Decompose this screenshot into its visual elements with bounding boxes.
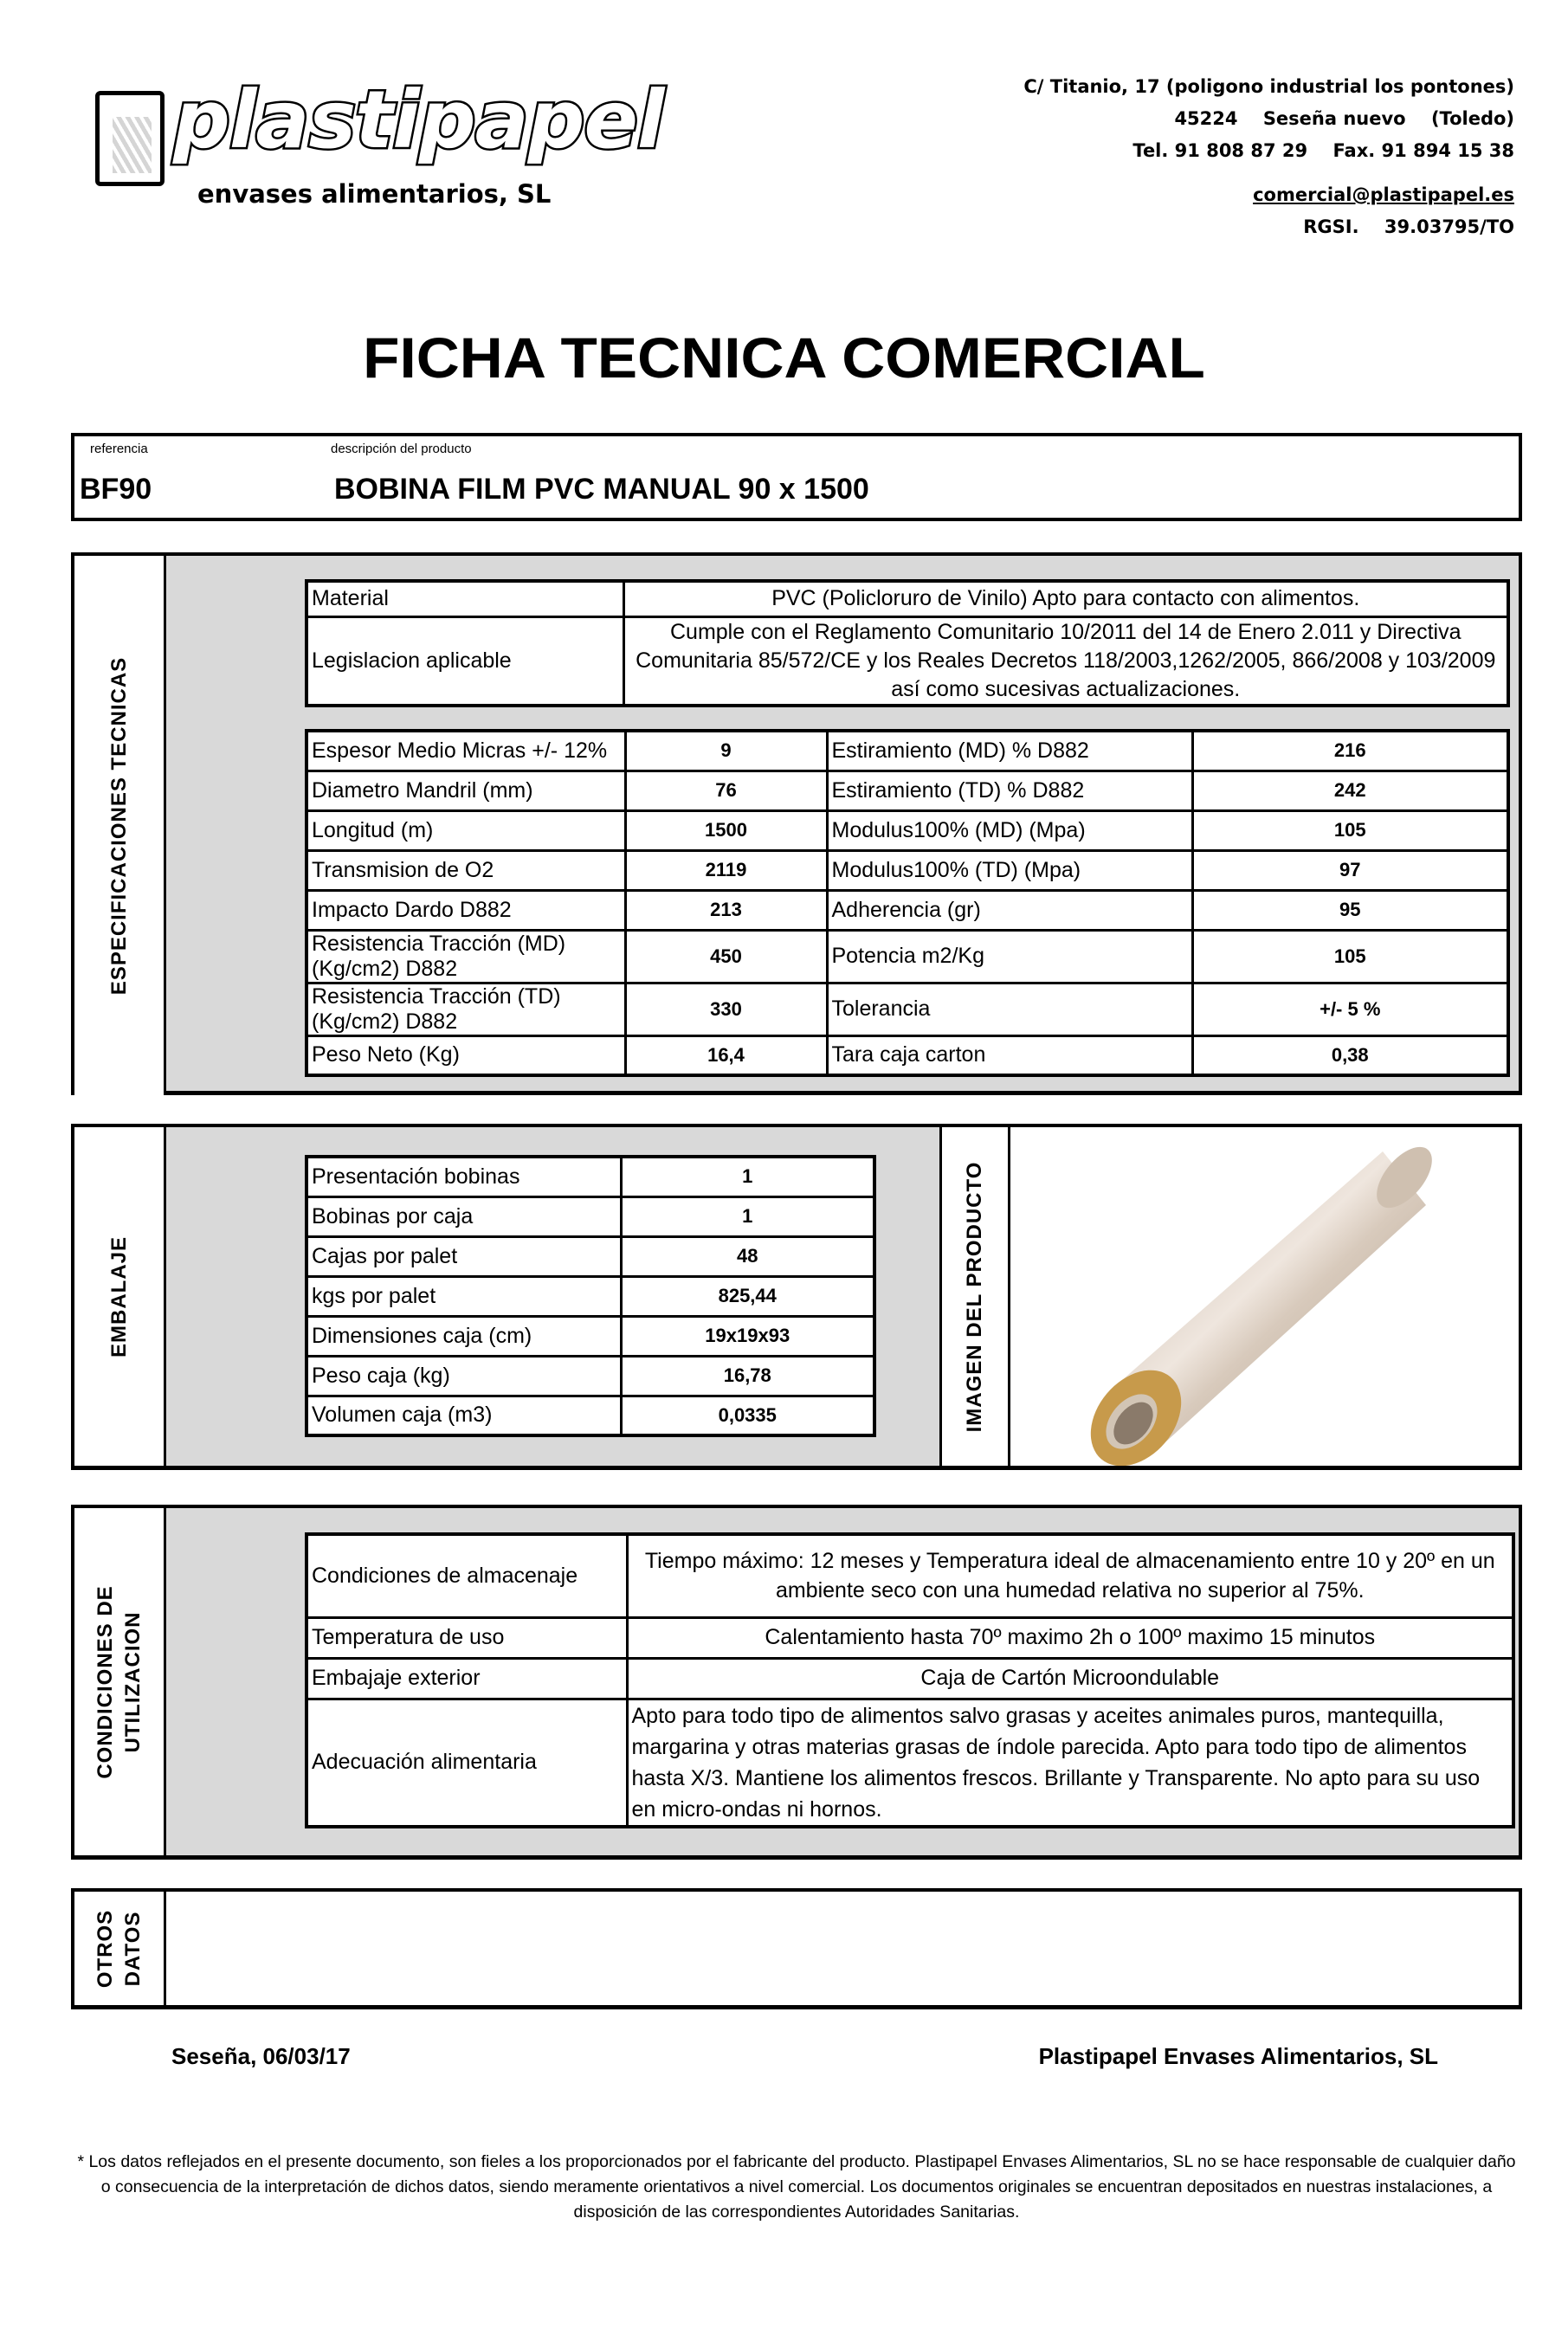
spec-label: Estiramiento (TD) % D882: [827, 771, 1192, 810]
table-row: [307, 1316, 874, 1356]
packaging-value: 1: [621, 1196, 874, 1236]
condition-label: Embajaje exterior: [307, 1658, 627, 1699]
reference-box: [71, 433, 1522, 521]
spec-label: Adherencia (gr): [827, 890, 1192, 930]
table-row: [307, 1396, 874, 1435]
rgsi-label: RGSI.: [1303, 216, 1359, 237]
city: Seseña nuevo: [1262, 108, 1406, 129]
packaging-label-cell: Presentación bobinas: [307, 1157, 621, 1196]
place-date: Seseña, 06/03/17: [171, 2043, 351, 2069]
conditions-label-line-1: CONDICIONES DE: [93, 1584, 117, 1779]
condition-value: Tiempo máximo: 12 meses y Temperatura ideal de almacenamiento entre 10 y 20º en un ambiente seco con una humedad relativa no superior al 75%.: [627, 1534, 1513, 1617]
conditions-panel: [166, 1508, 1519, 1855]
spec-value: 2119: [625, 850, 827, 890]
table-row: [307, 616, 1508, 706]
conditions-label-line-2: UTILIZACION: [120, 1611, 145, 1752]
city-line: [908, 103, 1514, 135]
spec-value: 9: [625, 731, 827, 771]
packaging-label-cell: Bobinas por caja: [307, 1196, 621, 1236]
conditions-label-column: [74, 1508, 166, 1855]
packaging-value: 16,78: [621, 1356, 874, 1396]
product-image-label-column: [939, 1127, 1008, 1466]
other-data-section: [71, 1888, 1522, 2009]
packaging-label-cell: Dimensiones caja (cm): [307, 1316, 621, 1356]
fax: Fax. 91 894 15 38: [1332, 140, 1514, 161]
packaging-label-cell: Peso caja (kg): [307, 1356, 621, 1396]
table-row: [307, 1356, 874, 1396]
spec-label: Legislacion aplicable: [307, 616, 623, 706]
spec-value: 213: [625, 890, 827, 930]
spec-label: Espesor Medio Micras +/- 12%: [307, 731, 625, 771]
spec-value: +/- 5 %: [1192, 983, 1508, 1035]
packaging-value: 1: [621, 1157, 874, 1196]
spec-label: Peso Neto (Kg): [307, 1035, 625, 1075]
reference-value: BF90: [80, 473, 152, 506]
table-row: [307, 731, 1508, 771]
table-row: [307, 1534, 1513, 1617]
condition-label: Adecuación alimentaria: [307, 1699, 627, 1827]
packaging-label-cell: Volumen caja (m3): [307, 1396, 621, 1435]
table-row: [307, 930, 1508, 983]
spec-label: Tara caja carton: [827, 1035, 1192, 1075]
description-label: descripción del producto: [331, 442, 472, 456]
logo-subtitle: envases alimentarios, SL: [197, 179, 552, 209]
spec-label: Diametro Mandril (mm): [307, 771, 625, 810]
condition-value: Calentamiento hasta 70º maximo 2h o 100º maximo 15 minutos: [627, 1617, 1513, 1658]
product-image: [1008, 1127, 1519, 1466]
conditions-section: [71, 1505, 1522, 1860]
conditions-table: [305, 1532, 1515, 1828]
table-row: [307, 1276, 874, 1316]
other-data-label-line-2: DATOS: [120, 1911, 145, 1986]
telephone: Tel. 91 808 87 29: [1132, 140, 1308, 161]
packaging-panel: [166, 1127, 939, 1466]
table-row: [307, 581, 1508, 616]
condition-label: Condiciones de almacenaje: [307, 1534, 627, 1617]
condition-value: Apto para todo tipo de alimentos salvo grasas y aceites animales puros, mantequilla, margarina y otras materias grasas de índole parecida. Apto para todo tipo de alimentos hasta X/3. Mantiene los alimentos frescos. Brillante y Transparente. No apto para su uso en micro-ondas ni hornos.: [627, 1699, 1513, 1827]
film-roll-icon: [1010, 1127, 1519, 1466]
spec-value: 0,38: [1192, 1035, 1508, 1075]
rgsi-line: [908, 211, 1514, 243]
spec-value: 330: [625, 983, 827, 1035]
other-data-label-column: [74, 1892, 166, 2005]
table-row: [307, 983, 1508, 1035]
table-row: [307, 1617, 1513, 1658]
table-row: [307, 1196, 874, 1236]
logo-wordmark: plastipapel: [173, 74, 664, 166]
packaging-value: 19x19x93: [621, 1316, 874, 1356]
spec-label: Tolerancia: [827, 983, 1192, 1035]
specifications-section: [71, 552, 1522, 1095]
table-row: [307, 1658, 1513, 1699]
spec-value: 95: [1192, 890, 1508, 930]
page-title: FICHA TECNICA COMERCIAL: [363, 326, 1205, 390]
spec-label: Resistencia Tracción (TD) (Kg/cm2) D882: [307, 983, 625, 1035]
spec-value: 16,4: [625, 1035, 827, 1075]
spec-value: 450: [625, 930, 827, 983]
other-data-label-line-1: OTROS: [93, 1909, 117, 1988]
table-row: [307, 1157, 874, 1196]
company-contact: [908, 71, 1514, 243]
postal-code: 45224: [1174, 108, 1238, 129]
technical-specs-table: [305, 729, 1510, 1077]
table-row: [307, 810, 1508, 850]
reference-label: referencia: [90, 442, 148, 456]
email-link[interactable]: comercial@plastipapel.es: [1253, 184, 1514, 205]
general-specs-table: [305, 579, 1510, 707]
spec-label: Transmision de O2: [307, 850, 625, 890]
table-row: [307, 1699, 1513, 1827]
packaging-label-cell: kgs por palet: [307, 1276, 621, 1316]
packaging-table: [305, 1155, 876, 1437]
spec-value: 76: [625, 771, 827, 810]
specifications-label-column: [74, 556, 166, 1095]
province: (Toledo): [1430, 108, 1514, 129]
spec-label: Resistencia Tracción (MD) (Kg/cm2) D882: [307, 930, 625, 983]
spec-label: Material: [307, 581, 623, 616]
specifications-panel: [166, 556, 1519, 1095]
specifications-label: ESPECIFICACIONES TECNICAS: [106, 656, 131, 995]
spec-value: 105: [1192, 930, 1508, 983]
spec-label: Estiramiento (MD) % D882: [827, 731, 1192, 771]
spec-label: Modulus100% (TD) (Mpa): [827, 850, 1192, 890]
spec-label: Longitud (m): [307, 810, 625, 850]
packaging-label-cell: Cajas por palet: [307, 1236, 621, 1276]
condition-value: Caja de Cartón Microondulable: [627, 1658, 1513, 1699]
table-row: [307, 771, 1508, 810]
table-row: [307, 1236, 874, 1276]
packaging-label-column: [74, 1127, 166, 1466]
spec-value: 97: [1192, 850, 1508, 890]
packaging-value: 0,0335: [621, 1396, 874, 1435]
spec-label: Impacto Dardo D882: [307, 890, 625, 930]
product-image-label: IMAGEN DEL PRODUCTO: [963, 1161, 986, 1432]
company-logo: [87, 74, 664, 221]
conditions-label: [92, 1585, 147, 1778]
spec-label: Potencia m2/Kg: [827, 930, 1192, 983]
packaging-value: 825,44: [621, 1276, 874, 1316]
table-row: [307, 1035, 1508, 1075]
condition-label: Temperatura de uso: [307, 1617, 627, 1658]
spec-value: PVC (Policloruro de Vinilo) Apto para contacto con alimentos.: [623, 581, 1508, 616]
spec-value: 1500: [625, 810, 827, 850]
spec-value: 105: [1192, 810, 1508, 850]
packaging-section: [71, 1124, 1522, 1470]
phone-line: [908, 135, 1514, 167]
spec-label: Modulus100% (MD) (Mpa): [827, 810, 1192, 850]
table-row: [307, 850, 1508, 890]
spec-value: 216: [1192, 731, 1508, 771]
footer-company-name: Plastipapel Envases Alimentarios, SL: [1038, 2043, 1438, 2069]
rgsi-value: 39.03795/TO: [1384, 216, 1514, 237]
spec-value: Cumple con el Reglamento Comunitario 10/2011 del 14 de Enero 2.011 y Directiva Comunitaria 85/572/CE y los Reales Decretos 118/2003,1262/2005, 866/2008 y 103/2009 así como sucesivas actualizaciones.: [623, 616, 1508, 706]
address-line: C/ Titanio, 17 (poligono industrial los pontones): [1023, 76, 1514, 97]
packaging-value: 48: [621, 1236, 874, 1276]
description-value: BOBINA FILM PVC MANUAL 90 x 1500: [334, 473, 869, 506]
spec-value: 242: [1192, 771, 1508, 810]
other-data-label: [92, 1909, 147, 1987]
table-row: [307, 890, 1508, 930]
shopping-bag-icon: [95, 91, 165, 186]
packaging-label: EMBALAJE: [106, 1235, 131, 1357]
disclaimer: * Los datos reflejados en el presente documento, son fieles a los proporcionados por el fabricante del producto. Plastipapel Envases Alimentarios, SL no se hace responsable de cualquier daño o consecuencia de la interpretación de dichos datos, siendo meramente orientativos a nivel comercial. Los documentos originales se encuentran depositados en nuestras instalaciones, a disposición de las correspondientes Autoridades Sanitarias.: [77, 2152, 1516, 2222]
